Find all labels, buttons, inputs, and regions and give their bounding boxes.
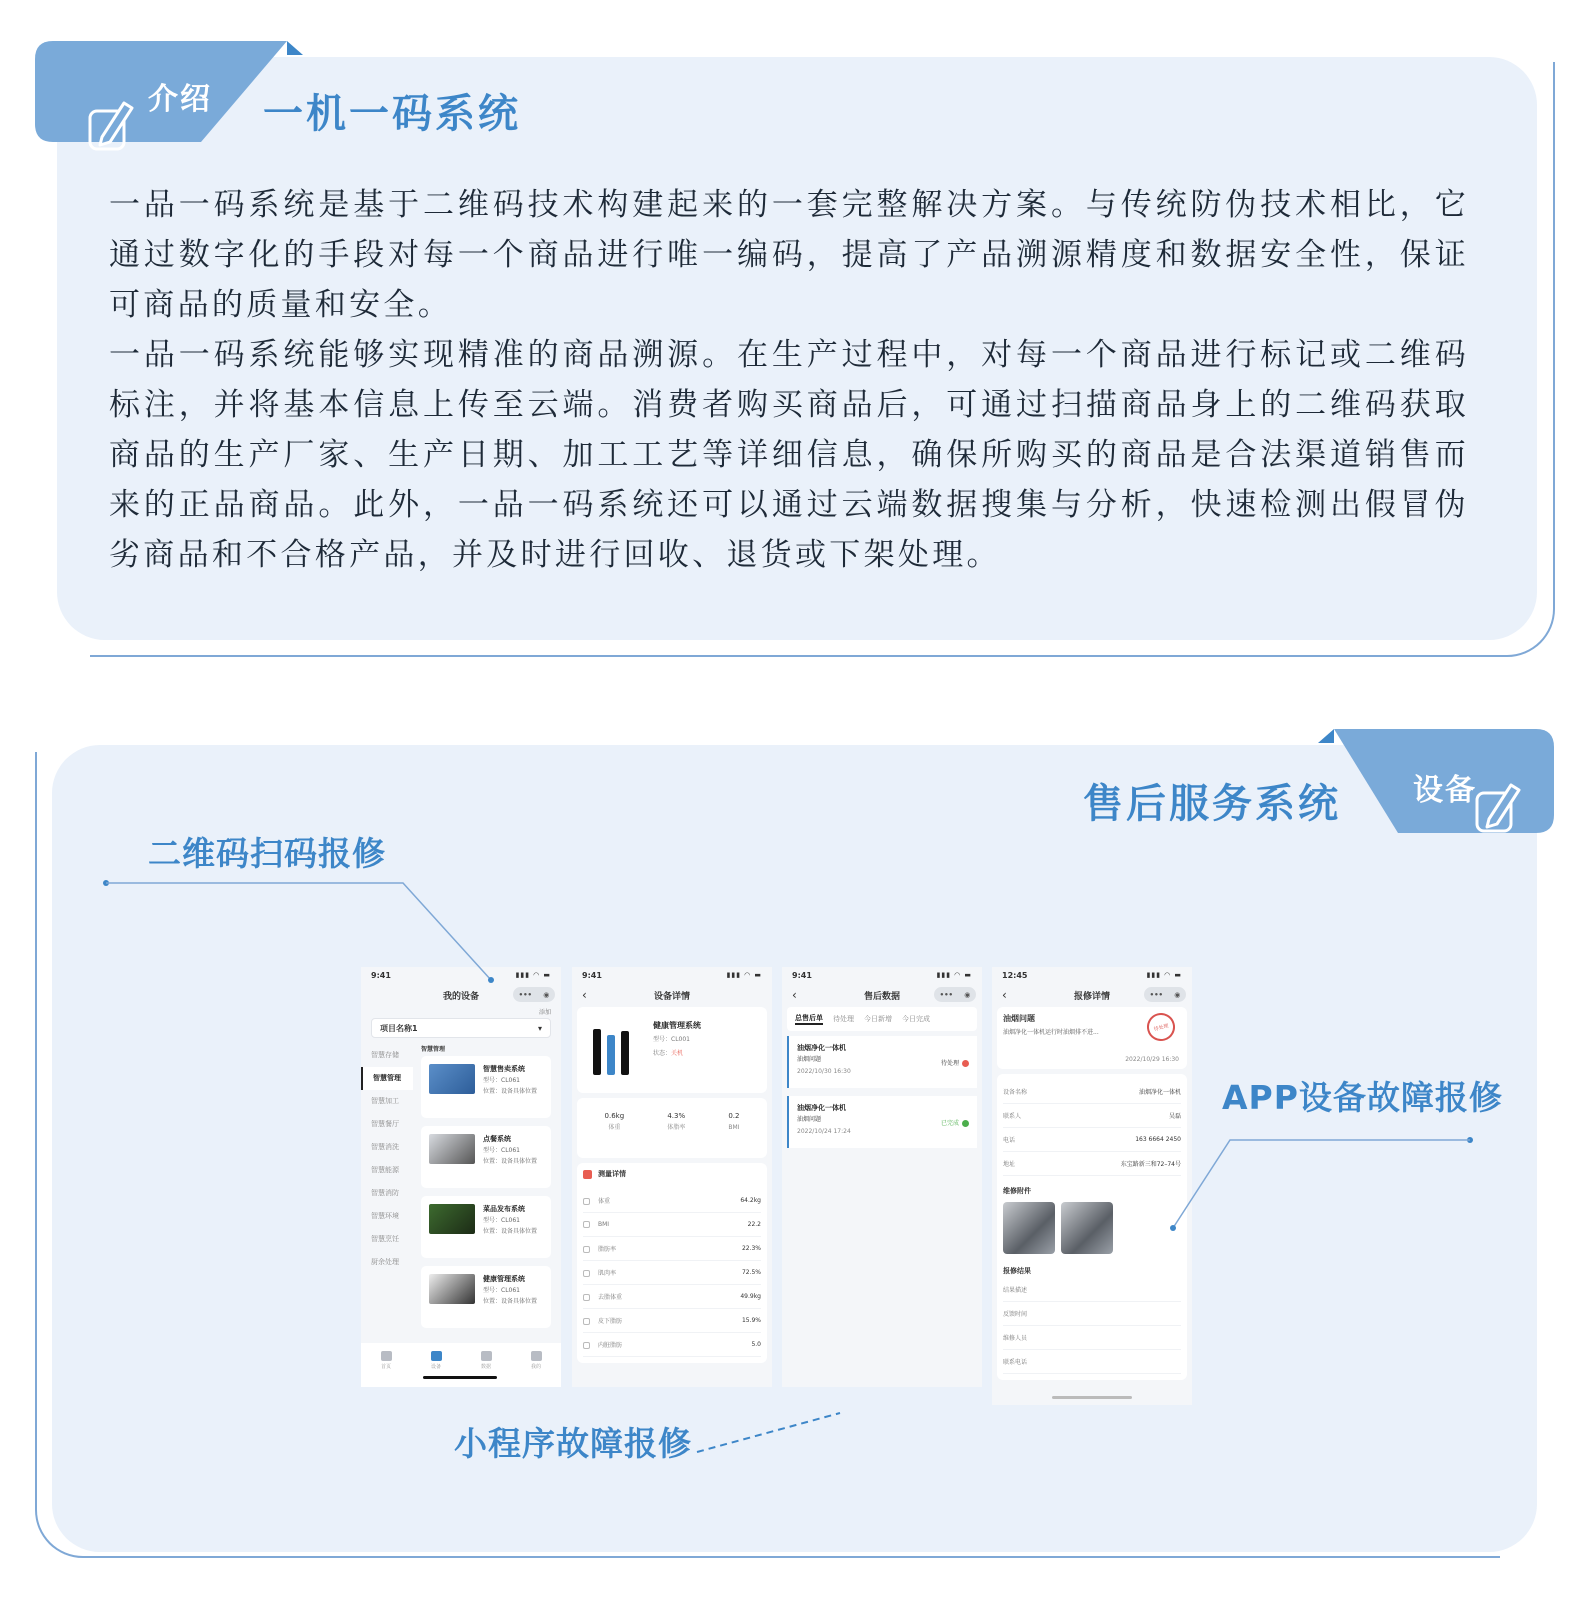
product-name: 点餐系统 — [483, 1135, 511, 1143]
measure-name: BMI — [598, 1221, 610, 1228]
info-value: 油烟净化一体机 — [1138, 1089, 1181, 1096]
intro-paragraph-1: 一品一码系统是基于二维码技术构建起来的一套完整解决方案。与传统防伪技术相比，它通过数字化的手段对每一个商品进行唯一编码，提高了产品溯源精度和数据安全性，保证可商品的质量和安全。 — [109, 187, 1469, 323]
status-text: 已完成 — [940, 1120, 959, 1127]
status-time: 9:41 — [792, 970, 812, 980]
tab-label: 设备 — [430, 1364, 441, 1370]
intro-tab-label: 介绍 — [148, 82, 212, 117]
back-icon[interactable]: ‹ — [1002, 988, 1007, 1002]
attachments-title: 维修附件 — [1003, 1187, 1031, 1195]
more-icon[interactable]: ••• — [1149, 990, 1164, 999]
measure-name: 肌肉率 — [598, 1270, 617, 1277]
measure-name: 内脏脂肪 — [598, 1342, 623, 1349]
sidebar-item[interactable]: 智慧餐厅 — [371, 1120, 399, 1128]
service-tab-label: 设备 — [1413, 773, 1477, 808]
issue-time: 2022/10/29 16:30 — [1125, 1056, 1179, 1063]
app-connector — [1170, 1137, 1473, 1231]
product-name: 菜品发布系统 — [483, 1205, 525, 1213]
project-value: 项目名称1 — [380, 1023, 418, 1033]
service-title: 售后服务系统 — [1083, 781, 1341, 827]
result-key: 结果描述 — [1003, 1287, 1028, 1294]
info-key: 联系人 — [1003, 1113, 1022, 1120]
result-key: 联系电话 — [1003, 1359, 1028, 1366]
measure-value: 72.5% — [741, 1269, 761, 1276]
sidebar-item[interactable]: 智慧存储 — [371, 1051, 399, 1059]
stat-value: 0.2 — [728, 1112, 740, 1120]
order-device: 油烟净化一体机 — [797, 1044, 846, 1052]
info-value: 163 6664 2450 — [1135, 1136, 1181, 1143]
status-time: 9:41 — [371, 970, 391, 980]
measure-value: 5.0 — [751, 1341, 761, 1348]
issue-description: 油烟净化一体机运行时油烟排不进... — [1003, 1029, 1099, 1036]
product-model: 型号：CL061 — [483, 1147, 520, 1154]
tab-label: 首页 — [380, 1364, 391, 1370]
sidebar-item-active[interactable]: 智慧管理 — [361, 1067, 413, 1090]
info-value: 吴磊 — [1168, 1113, 1181, 1120]
back-icon[interactable]: ‹ — [792, 988, 797, 1002]
stat-label: 体重 — [608, 1124, 621, 1131]
measure-name: 去脂体重 — [598, 1294, 623, 1301]
measure-value: 22.3% — [741, 1245, 761, 1252]
more-icon[interactable]: ••• — [939, 990, 954, 999]
tab-pending[interactable]: 待处理 — [833, 1015, 854, 1023]
measure-value: 49.9kg — [740, 1293, 761, 1300]
tab-all-orders[interactable]: 总售后单 — [795, 1013, 823, 1025]
intro-title: 一机一码系统 — [263, 91, 521, 137]
stamp-text: 待处理 — [1153, 1022, 1170, 1033]
status-time: 12:45 — [1002, 970, 1028, 980]
product-location: 位置：设备具体位置 — [483, 1158, 538, 1165]
stat-label: 体脂率 — [667, 1124, 686, 1131]
product-model: 型号：CL061 — [483, 1077, 520, 1084]
tab-today-done[interactable]: 今日完成 — [902, 1015, 930, 1023]
measure-value: 22.2 — [747, 1221, 761, 1228]
order-device: 油烟净化一体机 — [797, 1104, 846, 1112]
page-title: 售后数据 — [863, 991, 900, 1002]
qr-connector — [103, 880, 494, 983]
intro-paragraph-2: 一品一码系统能够实现精准的商品溯源。在生产过程中，对每一个商品进行标记或二维码标注，并将基本信息上传至云端。消费者购买商品后，可通过扫描商品身上的二维码获取商品的生产厂家、生产日期、加工工艺等详细信息，确保所购买的商品是合法渠道销售而来的正品商品。此外，一品一码系统还可以通过云端数据搜集与分析，快速检测出假冒伪劣商品和不合格产品，并及时进行回收、退货或下架处理。 — [109, 337, 1469, 573]
product-model: 型号：CL061 — [483, 1217, 520, 1224]
chevron-down-icon: ▾ — [537, 1023, 542, 1033]
close-icon[interactable]: ◉ — [543, 990, 550, 999]
status-text: 待处理 — [940, 1060, 959, 1067]
measure-name: 体重 — [598, 1198, 611, 1205]
measure-value: 64.2kg — [740, 1197, 761, 1204]
result-title: 报修结果 — [1003, 1267, 1031, 1275]
status-time: 9:41 — [582, 970, 602, 980]
sidebar-item[interactable]: 智慧环境 — [371, 1212, 399, 1220]
info-value: 东宝路新三和72–74号 — [1120, 1161, 1181, 1168]
device-model: 型号：CL001 — [653, 1036, 690, 1043]
back-icon[interactable]: ‹ — [582, 988, 587, 1002]
issue-title: 油烟问题 — [1003, 1014, 1035, 1023]
order-time: 2022/10/30 16:30 — [797, 1068, 851, 1075]
tab-label: 我的 — [530, 1364, 541, 1370]
product-location: 位置：设备具体位置 — [483, 1228, 538, 1235]
signal-icon: ▮▮▮ ◠ ▬ — [936, 971, 972, 979]
sidebar-item[interactable]: 智慧加工 — [371, 1097, 399, 1105]
stat-label: BMI — [728, 1124, 740, 1131]
device-name: 健康管理系统 — [653, 1021, 701, 1030]
order-time: 2022/10/24 17:24 — [797, 1128, 851, 1135]
product-location: 位置：设备具体位置 — [483, 1088, 538, 1095]
sidebar-item[interactable]: 智慧能源 — [371, 1166, 399, 1174]
callout-app-repair: APP设备故障报修 — [1222, 1078, 1503, 1117]
sidebar-item[interactable]: 智慧消洗 — [371, 1143, 399, 1151]
stat-value: 4.3% — [667, 1112, 686, 1120]
stat-value: 0.6kg — [604, 1112, 625, 1120]
measure-name: 皮下脂肪 — [598, 1318, 623, 1325]
result-key: 反馈时间 — [1003, 1311, 1028, 1318]
product-location: 位置：设备具体位置 — [483, 1298, 538, 1305]
close-icon[interactable]: ◉ — [1174, 990, 1181, 999]
product-name: 健康管理系统 — [483, 1275, 525, 1283]
page-title: 报修详情 — [1073, 991, 1110, 1002]
device-status: 关机 — [671, 1050, 684, 1057]
sidebar-item[interactable]: 厨余处理 — [371, 1258, 399, 1266]
result-key: 维修人员 — [1003, 1335, 1028, 1342]
product-name: 智慧售卖系统 — [483, 1065, 525, 1073]
product-model: 型号：CL061 — [483, 1287, 520, 1294]
close-icon[interactable]: ◉ — [964, 990, 971, 999]
sidebar-item[interactable]: 智慧烹饪 — [371, 1235, 399, 1243]
info-key: 地址 — [1003, 1161, 1016, 1168]
group-title: 智慧管理 — [421, 1046, 446, 1053]
order-issue: 油烟问题 — [797, 1056, 822, 1063]
callout-qr-repair: 二维码扫码报修 — [148, 834, 386, 873]
measure-value: 15.9% — [741, 1317, 761, 1324]
device-status-label: 状态： — [653, 1050, 672, 1057]
tab-today-new[interactable]: 今日新增 — [864, 1015, 892, 1023]
more-icon[interactable]: ••• — [518, 990, 533, 999]
signal-icon: ▮▮▮ ◠ ▬ — [515, 971, 551, 979]
signal-icon: ▮▮▮ ◠ ▬ — [1146, 971, 1182, 979]
callout-miniprogram-repair: 小程序故障报修 — [454, 1424, 692, 1463]
signal-icon: ▮▮▮ ◠ ▬ — [726, 971, 762, 979]
order-issue: 油烟问题 — [797, 1116, 822, 1123]
add-link[interactable]: 添加 — [538, 1009, 551, 1016]
page-title: 设备详情 — [653, 991, 690, 1002]
section-title: 测量详情 — [598, 1170, 626, 1178]
info-key: 设备名称 — [1003, 1089, 1028, 1096]
page-title: 我的设备 — [442, 991, 479, 1002]
tab-label: 数据 — [480, 1364, 491, 1370]
measure-name: 脂肪率 — [598, 1246, 617, 1253]
info-key: 电话 — [1003, 1137, 1016, 1144]
miniprogram-connector — [697, 1413, 840, 1452]
sidebar-item[interactable]: 智慧消防 — [371, 1189, 399, 1197]
